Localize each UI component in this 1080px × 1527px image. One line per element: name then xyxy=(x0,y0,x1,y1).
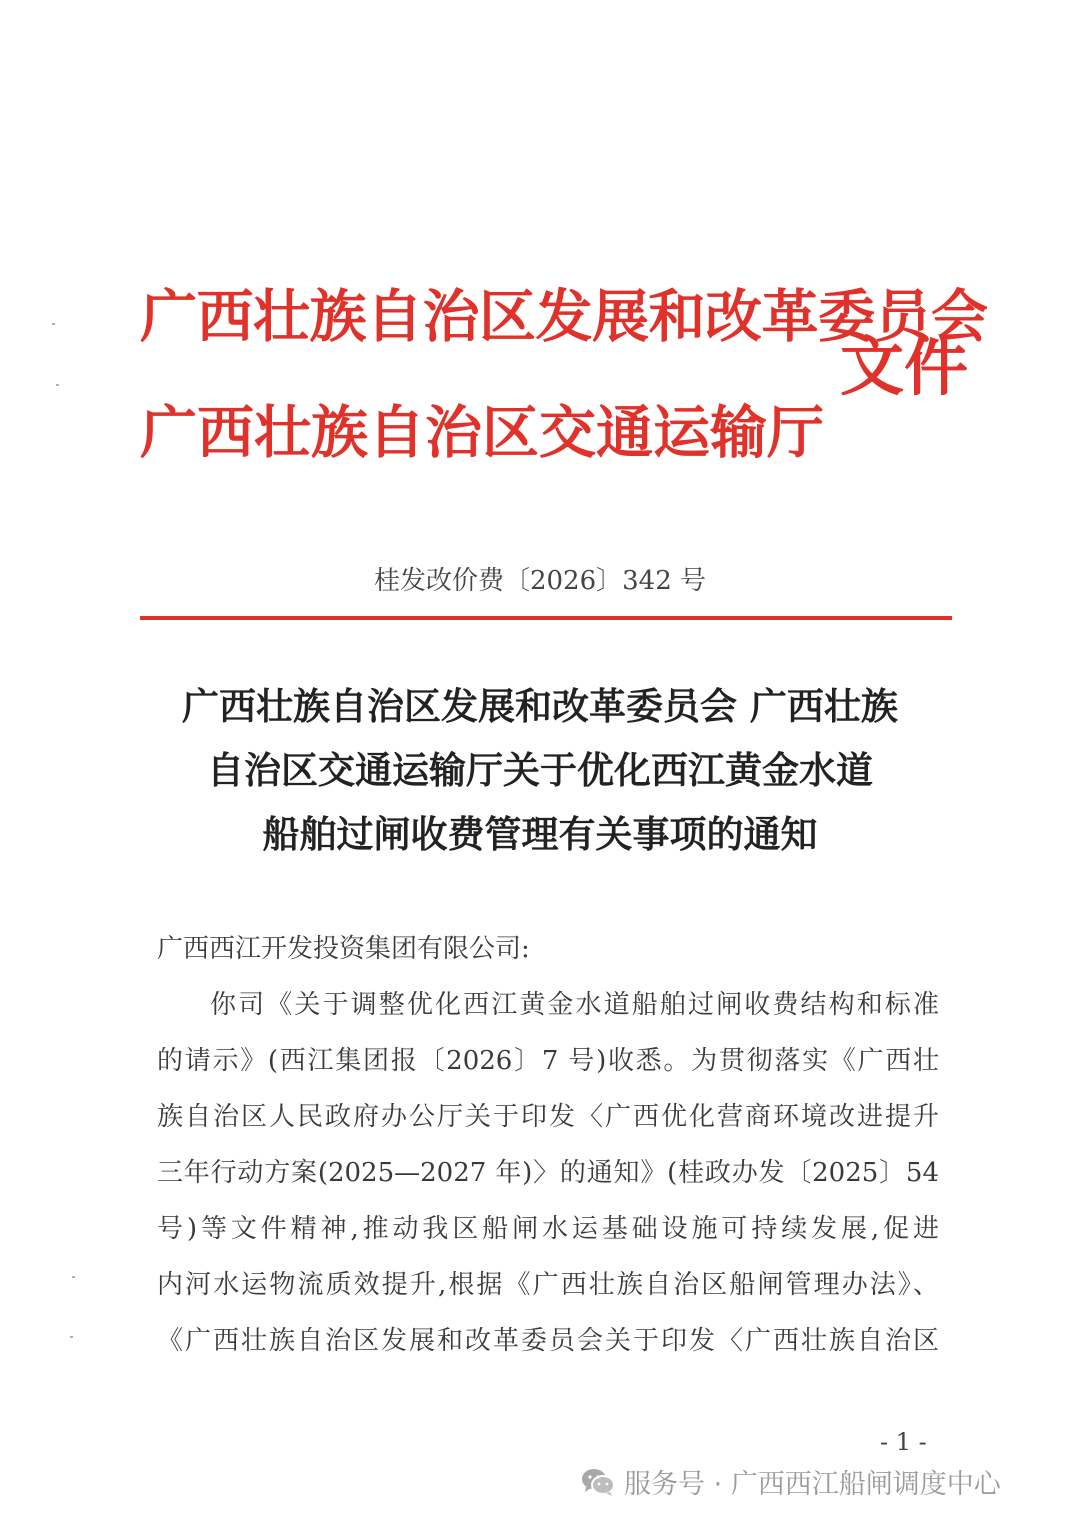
body-line-1: 你司《关于调整优化西江黄金水道船舶过闸收费结构和标准 xyxy=(210,990,939,1020)
scan-speck xyxy=(70,1336,73,1338)
body-line-2: 的请示》(西江集团报〔2026〕7 号)收悉。为贯彻落实《广西壮 xyxy=(157,1046,939,1076)
issuer-line-2: 广西壮族自治区交通运输厅 xyxy=(140,399,824,466)
wechat-icon xyxy=(580,1466,616,1498)
addressee: 广西西江开发投资集团有限公司: xyxy=(157,934,530,964)
body-line-6: 内河水运物流质效提升,根据《广西壮族自治区船闸管理办法》、 xyxy=(157,1270,939,1300)
document-title-line-2: 自治区交通运输厅关于优化西江黄金水道 xyxy=(207,748,873,792)
scan-speck xyxy=(52,323,55,325)
scan-speck xyxy=(56,384,59,386)
watermark-text: 服务号 · 广西西江船闸调度中心 xyxy=(624,1469,1001,1500)
red-separator-line xyxy=(140,616,952,620)
issuer-suffix: 文件 xyxy=(840,330,968,405)
page-number: - 1 - xyxy=(880,1428,927,1456)
body-line-3: 族自治区人民政府办公厅关于印发〈广西优化营商环境改进提升 xyxy=(157,1102,939,1132)
document-title-line-1: 广西壮族自治区发展和改革委员会 广西壮族 xyxy=(182,684,898,728)
scan-speck xyxy=(72,1276,75,1278)
watermark xyxy=(580,1462,1001,1501)
issuer-line-1: 广西壮族自治区发展和改革委员会 xyxy=(140,283,988,350)
document-number: 桂发改价费〔2026〕342 号 xyxy=(373,566,707,596)
body-line-4: 三年行动方案(2025—2027 年)〉的通知》(桂政办发〔2025〕54 xyxy=(157,1158,939,1188)
body-line-7: 《广西壮族自治区发展和改革委员会关于印发〈广西壮族自治区 xyxy=(157,1326,939,1356)
document-title-line-3: 船舶过闸收费管理有关事项的通知 xyxy=(262,812,818,856)
body-line-5: 号)等文件精神,推动我区船闸水运基础设施可持续发展,促进 xyxy=(157,1214,939,1244)
